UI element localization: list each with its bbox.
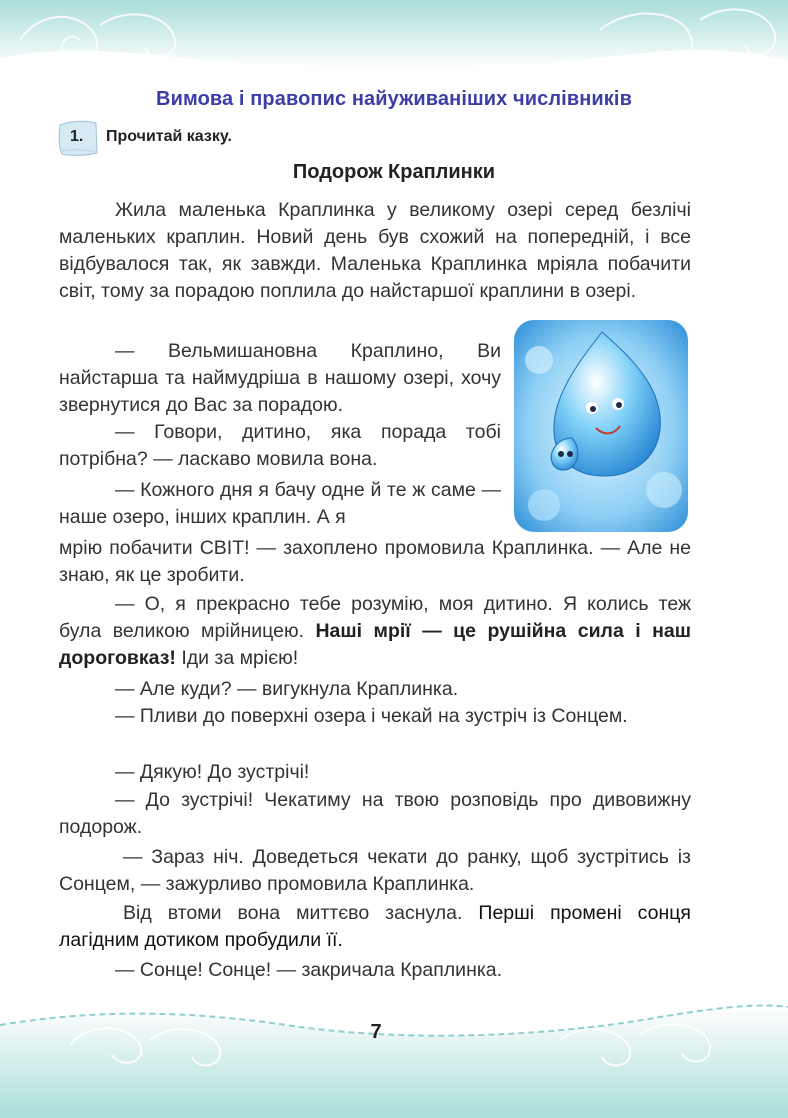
task-number: 1.: [70, 128, 84, 145]
task-instruction: Прочитай казку.: [106, 128, 232, 145]
paragraph-9-text: — До зустрічі! Чекатиму на твою розповідь про дивовижну подорож.: [59, 789, 691, 838]
water-drops-illustration: [514, 320, 688, 532]
paragraph-6-text: — Але куди? — вигукнула Краплинка.: [115, 678, 459, 700]
paragraph-4a: [59, 477, 501, 531]
paragraph-10-text: — Зараз ніч. Доведеться чекати до ранку, щоб зустрітись із Сонцем, — зажурливо промовила Краплинка.: [59, 846, 691, 895]
paragraph-6: [59, 676, 691, 703]
paragraph-3: [59, 419, 501, 473]
paragraph-5-start: — О, я прекрасно тебе розумію, моя дитино. Я колись теж була великою мрійницею.: [59, 593, 691, 642]
paragraph-11-text: [59, 900, 691, 954]
paragraph-2: [59, 338, 501, 419]
paragraph-9: [59, 787, 691, 841]
paragraph-11: [59, 900, 691, 954]
page-title: Вимова і правопис найуживаніших числівників: [156, 88, 632, 110]
paragraph-7: [59, 703, 691, 730]
paragraph-2-text: — Вельмишановна Краплино, Ви найстарша та наймудріша в нашому озері, хочу звернутися до Вас за порадою.: [59, 340, 501, 416]
page-number: 7: [370, 1021, 382, 1043]
paragraph-7-text: — Пливи до поверхні озера і чекай на зустріч із Сонцем.: [115, 705, 628, 727]
paragraph-1-text: Жила маленька Краплинка у великому озері серед безлічі маленьких краплин. Новий день був схожий на попередній, і все відбувалося так, як завжди. Маленька Краплинка мріяла побачити світ, тому за порадою поплила до найстаршої краплини в озері.: [59, 199, 691, 302]
paragraph-5-bold: Наші мрії — це рушійна сила і наш дороговказ!: [59, 620, 691, 669]
paragraph-4b: [59, 535, 691, 589]
paragraph-3-text: — Говори, дитино, яка порада тобі потрібна? — ласкаво мовила вона.: [59, 421, 501, 470]
paragraph-8-text: — Дякую! До зустрічі!: [115, 761, 310, 783]
paragraph-4b-text: мрію побачити СВІТ! — захоплено промовила Краплинка. — Але не знаю, як це зробити.: [59, 537, 691, 586]
paragraph-4a-text: — Кожного дня я бачу одне й те ж саме — наше озеро, інших краплин. А я: [59, 479, 501, 528]
paragraph-5-text: [59, 591, 691, 672]
paragraph-5: [59, 591, 691, 672]
paragraph-11-start: Від втоми вона миттєво заснула.: [123, 902, 479, 924]
paragraph-8: [59, 759, 691, 786]
paragraph-10: [59, 844, 691, 898]
story-title: Подорож Краплинки: [292, 161, 496, 183]
paragraph-1: [59, 197, 691, 305]
paragraph-12-text: — Сонце! Сонце! — закричала Краплинка.: [115, 959, 503, 981]
paragraph-5-end: Іди за мрією!: [175, 647, 299, 669]
paragraph-11-dark: Перші промені сонця лагідним дотиком пробудили її.: [59, 902, 691, 951]
footer-ornament: [0, 985, 788, 1118]
paragraph-12: [59, 957, 691, 984]
